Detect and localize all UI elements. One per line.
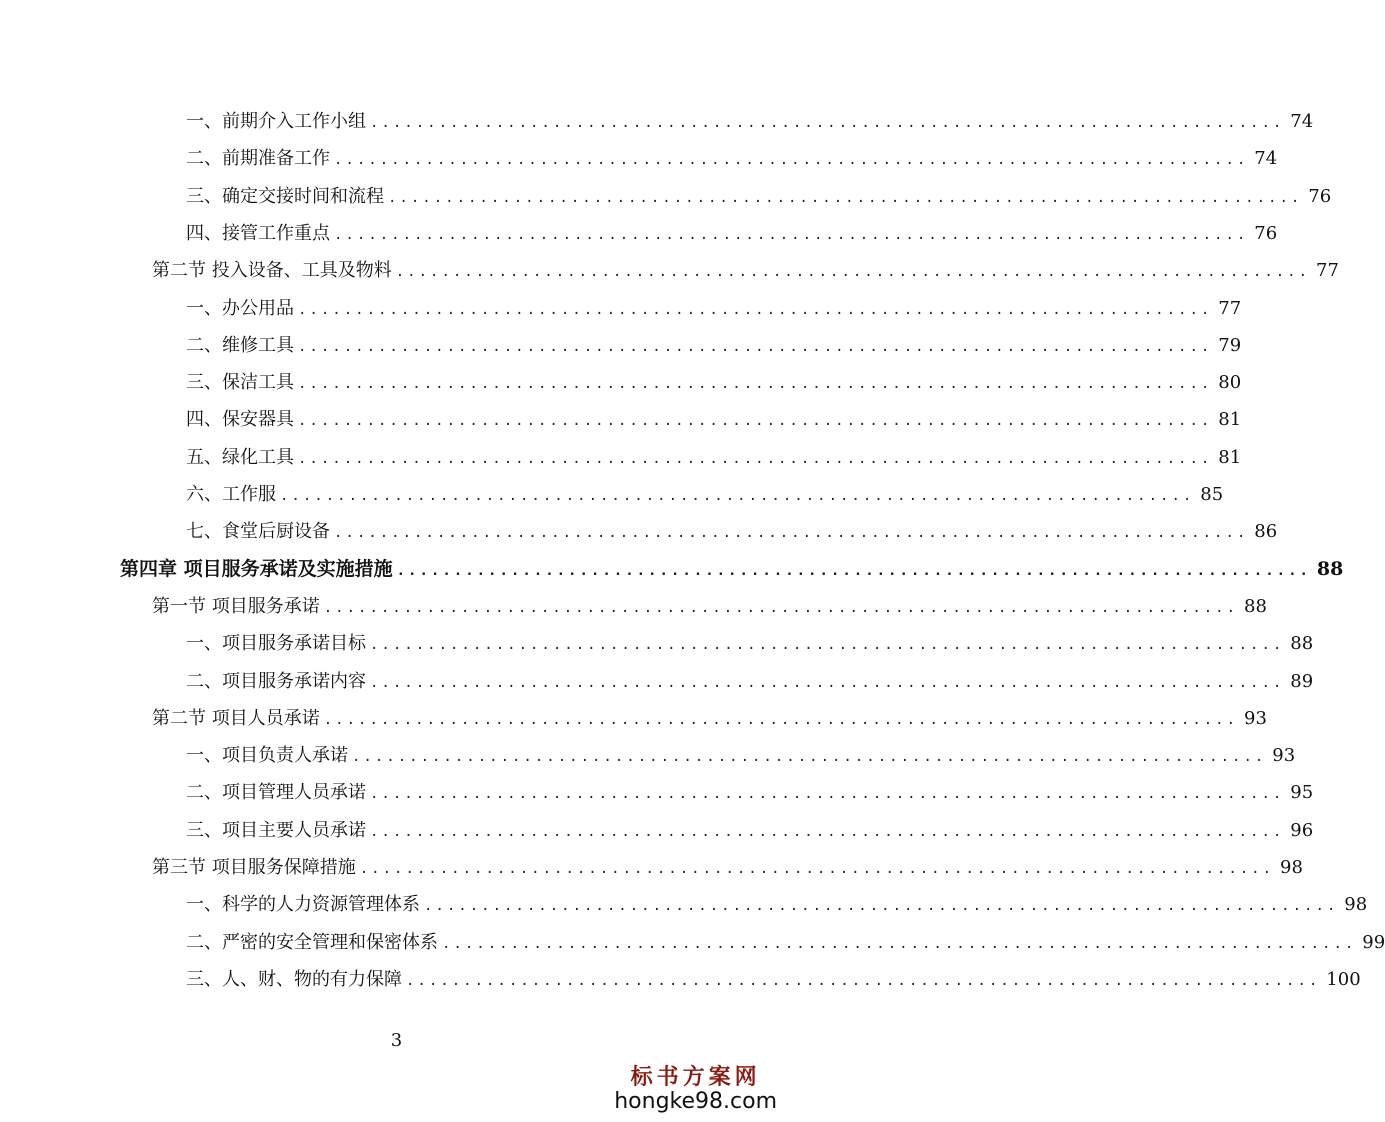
toc-leader-dots: ................................................................................	[370, 823, 1285, 840]
toc-entry-page: 74	[1254, 148, 1278, 170]
toc-entry-page: 79	[1218, 334, 1242, 356]
toc-entry[interactable]	[186, 812, 1314, 849]
toc-leader-dots: ................................................................................	[442, 935, 1357, 952]
toc-entry-page: 89	[1290, 670, 1314, 692]
toc-leader-dots: ................................................................................	[298, 301, 1213, 318]
toc-leader-dots: ................................................................................	[424, 898, 1339, 915]
toc-entry-page: 74	[1290, 111, 1314, 132]
toc-entry[interactable]	[186, 290, 1242, 327]
toc-leader-dots: ................................................................................	[298, 413, 1213, 430]
toc-entry-page: 81	[1218, 409, 1242, 431]
toc-leader-dots: ................................................................................	[323, 599, 1239, 616]
toc-leader-dots: ................................................................................	[323, 711, 1239, 728]
toc-entry-title: 三、保洁工具	[186, 372, 294, 394]
watermark-chinese: 标书方案网	[630, 1064, 761, 1090]
toc-entry-page: 81	[1218, 446, 1242, 468]
toc-entry-title: 七、食堂后厨设备	[186, 521, 330, 543]
toc-entry[interactable]	[186, 476, 1224, 513]
toc-leader-dots: ................................................................................	[359, 861, 1275, 877]
toc-leader-dots: ................................................................................	[388, 189, 1303, 206]
toc-entry[interactable]	[186, 886, 1368, 923]
toc-entry-title: 第二节 投入设备、工具及物料	[152, 260, 392, 282]
toc-entry-title: 二、项目管理人员承诺	[186, 782, 366, 804]
toc-entry-page: 98	[1280, 857, 1303, 878]
toc-entry-page: 77	[1316, 260, 1339, 282]
toc-entry-title: 一、项目负责人承诺	[186, 745, 348, 767]
toc-entry[interactable]	[186, 103, 1314, 140]
toc-leader-dots: ................................................................................	[352, 749, 1267, 766]
toc-entry-page: 76	[1254, 222, 1278, 244]
toc-entry-title: 一、前期介入工作小组	[186, 111, 366, 132]
toc-entry-page: 98	[1344, 894, 1368, 916]
watermark-logo	[614, 1060, 777, 1114]
toc-entry[interactable]	[186, 737, 1296, 774]
toc-entry[interactable]	[152, 252, 1339, 289]
toc-entry-title: 三、人、财、物的有力保障	[186, 968, 402, 990]
toc-entry-title: 三、确定交接时间和流程	[186, 185, 384, 207]
toc-entry-page: 88	[1290, 633, 1314, 655]
toc-entry-page: 88	[1316, 557, 1344, 580]
toc-entry[interactable]	[186, 774, 1314, 811]
toc-leader-dots: ................................................................................	[406, 972, 1321, 989]
toc-leader-dots: ................................................................................	[395, 264, 1311, 281]
toc-entry-title: 二、维修工具	[186, 334, 294, 356]
toc-entry[interactable]	[152, 849, 1303, 886]
toc-leader-dots: ................................................................................	[370, 674, 1285, 691]
toc-leader-dots: ................................................................................	[334, 152, 1249, 169]
toc-entry[interactable]	[186, 178, 1332, 215]
toc-leader-dots: ................................................................................	[298, 338, 1213, 355]
toc-entry-title: 一、办公用品	[186, 297, 294, 319]
toc-entry[interactable]	[186, 961, 1361, 998]
toc-entry-page: 86	[1254, 521, 1278, 543]
toc-entry[interactable]	[186, 625, 1314, 662]
toc-entry-title: 五、绿化工具	[186, 446, 294, 468]
toc-entry-page: 95	[1290, 782, 1314, 804]
toc-entry[interactable]	[186, 140, 1278, 177]
watermark-url: hongke98.com	[614, 1089, 777, 1114]
toc-entry-page: 93	[1244, 707, 1267, 729]
toc-entry-page: 85	[1200, 484, 1224, 505]
toc-leader-dots: ................................................................................	[370, 637, 1285, 654]
toc-entry-page: 80	[1218, 372, 1242, 394]
toc-leader-dots: ................................................................................	[370, 786, 1285, 803]
toc-leader-dots: ................................................................................	[280, 488, 1195, 504]
toc-entry[interactable]	[186, 439, 1242, 476]
toc-entry-title: 第三节 项目服务保障措施	[152, 857, 356, 878]
toc-entry[interactable]	[186, 401, 1242, 438]
toc-entry-page: 88	[1244, 595, 1267, 617]
toc-entry-page: 76	[1308, 185, 1332, 207]
toc-leader-dots: ................................................................................	[370, 115, 1285, 131]
page-number: 3	[390, 1030, 403, 1051]
toc-entry-title: 三、项目主要人员承诺	[186, 819, 366, 841]
toc-entry-title: 四、保安器具	[186, 409, 294, 431]
toc-entry[interactable]	[186, 215, 1278, 252]
toc-entry[interactable]	[186, 327, 1242, 364]
toc-leader-dots: ................................................................................	[334, 525, 1249, 542]
toc-entry[interactable]	[120, 551, 1344, 588]
toc-entry-page: 99	[1362, 931, 1385, 953]
toc-entry[interactable]	[186, 663, 1314, 700]
toc-entry-title: 第一节 项目服务承诺	[152, 595, 320, 617]
toc-entry-title: 二、项目服务承诺内容	[186, 670, 366, 692]
toc-entry-title: 一、科学的人力资源管理体系	[186, 894, 420, 916]
toc-entry-title: 二、前期准备工作	[186, 148, 330, 170]
toc-entry-title: 一、项目服务承诺目标	[186, 633, 366, 655]
toc-leader-dots: ................................................................................	[298, 376, 1213, 393]
toc-leader-dots: ................................................................................	[298, 450, 1213, 467]
toc-entry-title: 二、严密的安全管理和保密体系	[186, 931, 438, 953]
toc-entry[interactable]	[186, 513, 1278, 550]
toc-entry[interactable]	[186, 364, 1242, 401]
toc-entry[interactable]	[152, 700, 1267, 737]
toc-entry-title: 第四章 项目服务承诺及实施措施	[120, 557, 393, 580]
toc-entry[interactable]	[186, 924, 1385, 961]
toc-entry-title: 四、接管工作重点	[186, 222, 330, 244]
toc-entry-page: 100	[1326, 968, 1361, 990]
toc-leader-dots: ................................................................................	[334, 226, 1249, 243]
toc-entry-title: 第二节 项目人员承诺	[152, 707, 320, 729]
toc-leader-dots: ................................................................................	[396, 562, 1311, 579]
toc-entry-page: 77	[1218, 297, 1242, 319]
toc-entry-title: 六、工作服	[186, 484, 276, 505]
toc-entry-page: 96	[1290, 819, 1314, 841]
toc-entry[interactable]	[152, 588, 1267, 625]
toc-entry-page: 93	[1272, 745, 1296, 767]
